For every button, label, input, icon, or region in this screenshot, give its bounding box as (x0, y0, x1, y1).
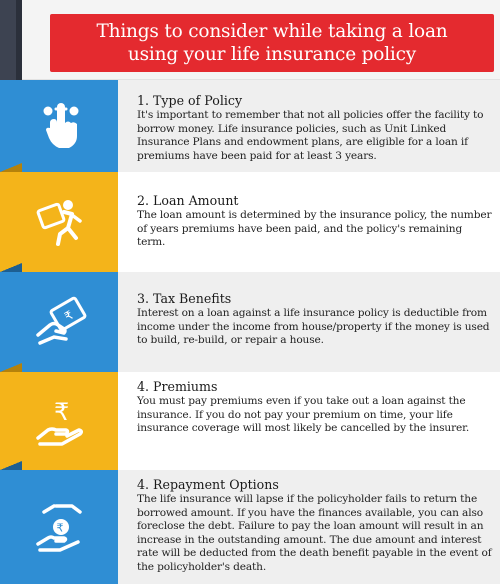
section-content (137, 478, 492, 575)
section-body: The loan amount is determined by the insurance policy, the number of years premiums have been paid, and the policy's remaining term. (137, 209, 492, 249)
title-banner (50, 14, 494, 72)
section-tab (0, 470, 118, 584)
section-content (137, 292, 492, 348)
section-body: The life insurance will lapse if the policyholder fails to return the borrowed amount. If you have the finances available, you can also foreclose the debt. Failure to pay the loan amount will result in an increase in the outstanding amount. The due amount and interest rate will be deducted from the death benefit payable in the event of the policyholder's death. (137, 493, 492, 573)
section-tab (0, 272, 118, 372)
section-content (137, 194, 492, 250)
section-repayment-options (0, 470, 500, 584)
section-title: 1. Type of Policy (137, 93, 243, 108)
section-content (137, 94, 492, 163)
header (22, 0, 500, 80)
section-premiums (0, 372, 500, 470)
touch-hand-icon (34, 99, 88, 153)
section-body: You must pay premiums even if you take out a loan against the insurance. If you do not pay your premium on time, your life insurance coverage will most likely be cancelled by the insurer. (137, 395, 470, 435)
section-type-of-policy (0, 80, 500, 172)
section-title: 3. Tax Benefits (137, 291, 232, 306)
section-title: 4. Premiums (137, 379, 218, 394)
section-title: 2. Loan Amount (137, 193, 239, 208)
svg-text:₹: ₹ (62, 307, 76, 324)
svg-text:₹: ₹ (56, 521, 64, 535)
page-title (96, 20, 447, 66)
hand-cash-icon (34, 295, 88, 349)
section-tab (0, 372, 118, 470)
section-body: Interest on a loan against a life insurance policy is deductible from income under the income from house/property if the money is used to build, re-build, or repair a house. (137, 307, 490, 347)
section-tax-benefits (0, 272, 500, 372)
section-title: 4. Repayment Options (137, 477, 279, 492)
rupee-hand-icon (34, 394, 88, 448)
section-content (137, 380, 492, 436)
section-loan-amount (0, 172, 500, 272)
section-body: It's important to remember that not all policies offer the facility to borrow money. Life insurance policies, such as Unit Linked Insurance Plans and endowment plans, are eligible for a loan if premiums have been paid for at least 3 years. (137, 109, 484, 162)
section-tab (0, 172, 118, 272)
svg-text:₹: ₹ (54, 398, 70, 426)
coin-hands-icon (34, 500, 88, 554)
page-title-line-1: Things to consider while taking a loan (96, 21, 448, 42)
page-title-line-2: using your life insurance policy (127, 44, 417, 65)
section-tab (0, 80, 118, 172)
running-man-icon (34, 195, 88, 249)
